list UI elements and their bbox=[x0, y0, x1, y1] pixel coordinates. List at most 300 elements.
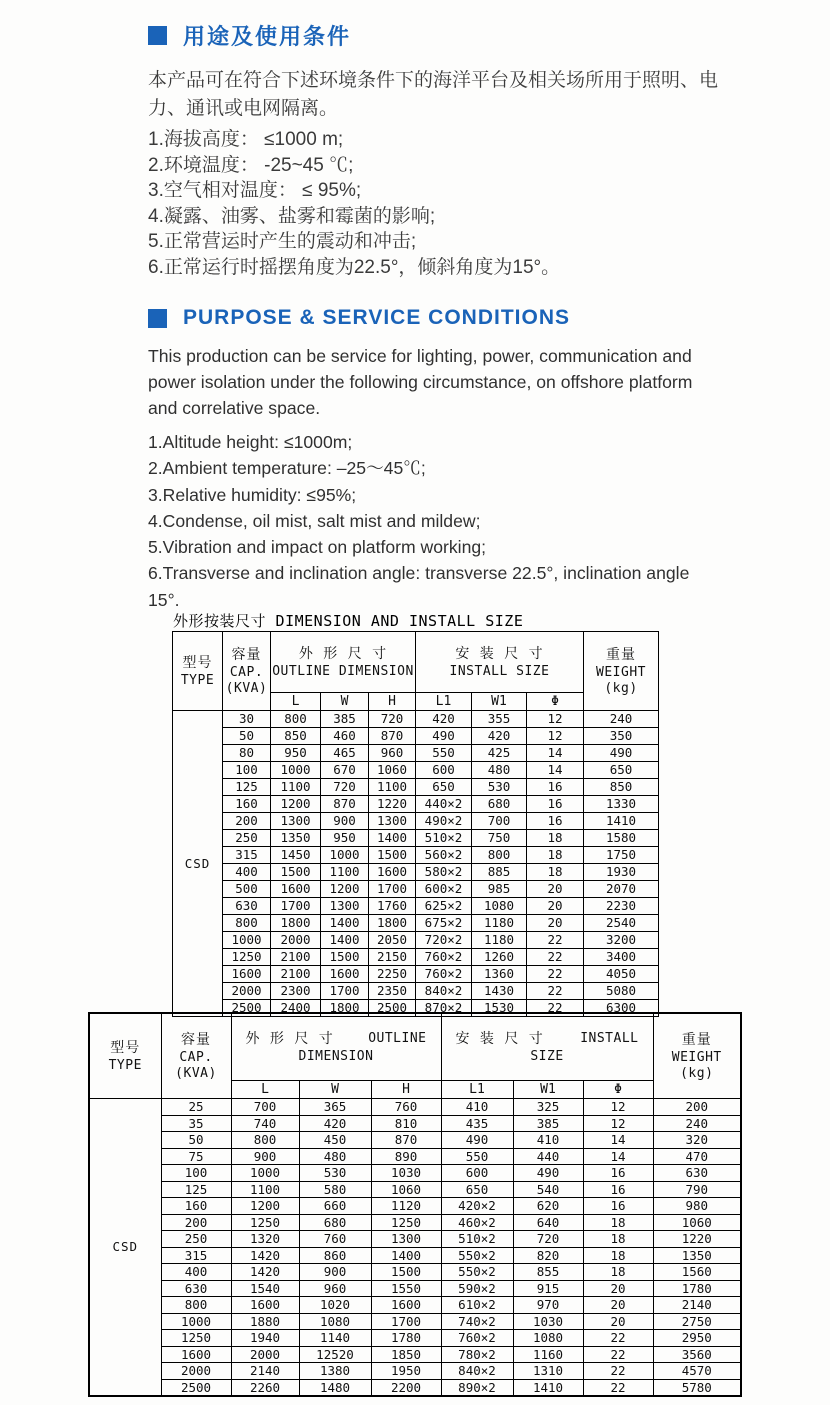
table-cell: 840×2 bbox=[416, 983, 472, 1000]
table-cell: 1600 bbox=[231, 1297, 299, 1314]
table-cell: 1950 bbox=[371, 1363, 441, 1380]
table-cell: 400 bbox=[223, 864, 271, 881]
table-row bbox=[89, 1363, 741, 1380]
table-cell: 480 bbox=[472, 762, 527, 779]
table-cell: 425 bbox=[472, 745, 527, 762]
list-item: 5.Vibration and impact on platform working; bbox=[148, 537, 487, 558]
table-cell: 125 bbox=[223, 779, 271, 796]
table-cell: 1310 bbox=[513, 1363, 583, 1380]
table-cell: 530 bbox=[299, 1165, 371, 1182]
table-cell: 950 bbox=[271, 745, 321, 762]
table-cell: 12520 bbox=[299, 1346, 371, 1363]
table-cell: 100 bbox=[223, 762, 271, 779]
table-cell: 400 bbox=[161, 1264, 231, 1281]
table1-subheader-H: H bbox=[369, 693, 416, 711]
table-cell: 12 bbox=[583, 1115, 653, 1132]
list-item: 2.Ambient temperature: –25～45℃; bbox=[148, 458, 426, 479]
section-purpose-cn bbox=[148, 0, 718, 280]
table-cell: 22 bbox=[527, 949, 584, 966]
list-item: 2.环境温度： -25~45 ℃; bbox=[148, 154, 354, 176]
table-cell: 1400 bbox=[369, 830, 416, 847]
table-cell: 20 bbox=[583, 1297, 653, 1314]
table-cell: 22 bbox=[527, 1000, 584, 1017]
table-cell: 80 bbox=[223, 745, 271, 762]
table-cell: 20 bbox=[527, 898, 584, 915]
table-cell: 14 bbox=[583, 1132, 653, 1149]
table-cell: 480 bbox=[299, 1148, 371, 1165]
table-row bbox=[173, 915, 659, 932]
table-cell: 440 bbox=[513, 1148, 583, 1165]
table-cell: 50 bbox=[223, 728, 271, 745]
table-cell: 1100 bbox=[369, 779, 416, 796]
list-item: 6.正常运行时摇摆角度为22.5°，倾斜角度为15°。 bbox=[148, 256, 561, 278]
table-cell: 2230 bbox=[584, 898, 659, 915]
table-cell: 1500 bbox=[271, 864, 321, 881]
table1-header-outline: 外 形 尺 寸 OUTLINE DIMENSION bbox=[271, 632, 416, 693]
table-cell: 1430 bbox=[472, 983, 527, 1000]
table-cell: 25 bbox=[161, 1099, 231, 1116]
table-row bbox=[173, 847, 659, 864]
table-cell: 800 bbox=[271, 711, 321, 728]
table-row bbox=[89, 1330, 741, 1347]
table-cell: 1200 bbox=[321, 881, 369, 898]
table-cell: 18 bbox=[527, 864, 584, 881]
table-cell: 1330 bbox=[584, 796, 659, 813]
table-cell: 580×2 bbox=[416, 864, 472, 881]
list-item: 6.Transverse and inclination angle: transverse 22.5°, inclination angle 15°. bbox=[148, 563, 690, 610]
table-cell: 850 bbox=[271, 728, 321, 745]
table-cell: 420 bbox=[472, 728, 527, 745]
table-row bbox=[173, 779, 659, 796]
table1-header-row bbox=[173, 632, 659, 693]
table-cell: 460×2 bbox=[441, 1214, 513, 1231]
table-cell: 675×2 bbox=[416, 915, 472, 932]
table2-subheader-H: H bbox=[371, 1081, 441, 1099]
table-row bbox=[173, 745, 659, 762]
table-cell: 750 bbox=[472, 830, 527, 847]
table-cell: 580 bbox=[299, 1181, 371, 1198]
table-cell: 1020 bbox=[299, 1297, 371, 1314]
table-cell: 18 bbox=[527, 847, 584, 864]
table-cell: 610×2 bbox=[441, 1297, 513, 1314]
table-cell: 1600 bbox=[161, 1346, 231, 1363]
table-cell: 20 bbox=[583, 1313, 653, 1330]
table-cell: 420 bbox=[299, 1115, 371, 1132]
table-cell: 1410 bbox=[513, 1379, 583, 1396]
list-item: 3.Relative humidity: ≤95%; bbox=[148, 484, 357, 505]
table-row bbox=[89, 1132, 741, 1149]
table-cell: 800 bbox=[472, 847, 527, 864]
table-cell: 18 bbox=[583, 1214, 653, 1231]
table-cell: 2750 bbox=[653, 1313, 741, 1330]
list-item: 1.海拔高度： ≤1000 m; bbox=[148, 129, 344, 150]
table-cell: 760×2 bbox=[441, 1330, 513, 1347]
table-cell: 600 bbox=[416, 762, 472, 779]
section-en-heading bbox=[148, 306, 718, 330]
table2-subheader-L1: L1 bbox=[441, 1081, 513, 1099]
table-cell: 1000 bbox=[161, 1313, 231, 1330]
table-cell: 630 bbox=[653, 1165, 741, 1182]
table-cell: 1030 bbox=[371, 1165, 441, 1182]
table-cell: 1400 bbox=[321, 915, 369, 932]
table-cell: 1100 bbox=[271, 779, 321, 796]
table-cell: 12 bbox=[527, 711, 584, 728]
table-cell: 630 bbox=[223, 898, 271, 915]
table-cell: 420×2 bbox=[441, 1198, 513, 1215]
list-item: 4.凝露、油雾、盐雾和霉菌的影响; bbox=[148, 205, 436, 227]
table-cell: 12 bbox=[527, 728, 584, 745]
table-cell: 870×2 bbox=[416, 1000, 472, 1017]
table-cell: 1940 bbox=[231, 1330, 299, 1347]
table-cell: 590×2 bbox=[441, 1280, 513, 1297]
table-cell: 2140 bbox=[231, 1363, 299, 1380]
table-cell: 2350 bbox=[369, 983, 416, 1000]
table-cell: 1600 bbox=[369, 864, 416, 881]
table-cell: 14 bbox=[583, 1148, 653, 1165]
table-cell: 18 bbox=[583, 1247, 653, 1264]
table-cell: 2050 bbox=[369, 932, 416, 949]
table-cell: 650 bbox=[584, 762, 659, 779]
table-row bbox=[173, 813, 659, 830]
table-cell: 16 bbox=[527, 813, 584, 830]
table-cell: 2260 bbox=[231, 1379, 299, 1396]
table-cell: 1450 bbox=[271, 847, 321, 864]
table1-subheader-phi: Φ bbox=[527, 693, 584, 711]
table-cell: 355 bbox=[472, 711, 527, 728]
table-cell: 870 bbox=[369, 728, 416, 745]
table-cell: 160 bbox=[161, 1198, 231, 1215]
table-cell: 530 bbox=[472, 779, 527, 796]
table2-header-type: 型号 TYPE bbox=[89, 1013, 161, 1099]
table2-subheader-W: W bbox=[299, 1081, 371, 1099]
table2-subheader-phi: Φ bbox=[583, 1081, 653, 1099]
section-en-title: PURPOSE & SERVICE CONDITIONS bbox=[183, 306, 571, 329]
table-cell: 16 bbox=[583, 1198, 653, 1215]
table-cell: 1000 bbox=[231, 1165, 299, 1182]
table2-header-outline: 外 形 尺 寸 OUTLINE DIMENSION bbox=[231, 1013, 441, 1081]
table1-subheader-W1: W1 bbox=[472, 693, 527, 711]
dimension-table-2 bbox=[88, 1012, 742, 1397]
table-row bbox=[89, 1181, 741, 1198]
table-cell: 2400 bbox=[271, 1000, 321, 1017]
table-cell: 1420 bbox=[231, 1264, 299, 1281]
table-cell: 1560 bbox=[653, 1264, 741, 1281]
table-cell: 540 bbox=[513, 1181, 583, 1198]
table-cell: 22 bbox=[583, 1346, 653, 1363]
table-cell: 2000 bbox=[223, 983, 271, 1000]
table-cell: 450 bbox=[299, 1132, 371, 1149]
table-cell: 16 bbox=[527, 796, 584, 813]
table-cell: 980 bbox=[653, 1198, 741, 1215]
table-cell: 465 bbox=[321, 745, 369, 762]
table-cell: 365 bbox=[299, 1099, 371, 1116]
table-row bbox=[89, 1148, 741, 1165]
table-row bbox=[89, 1280, 741, 1297]
table-cell: 620 bbox=[513, 1198, 583, 1215]
table-cell: 1320 bbox=[231, 1231, 299, 1248]
table-cell: 385 bbox=[321, 711, 369, 728]
table-cell: 1180 bbox=[472, 915, 527, 932]
table-cell: 1700 bbox=[369, 881, 416, 898]
table-cell: 760 bbox=[371, 1099, 441, 1116]
table-cell: 3560 bbox=[653, 1346, 741, 1363]
section-cn-list bbox=[148, 127, 718, 280]
table-cell: 1400 bbox=[321, 932, 369, 949]
table-cell: 1060 bbox=[371, 1181, 441, 1198]
table-cell: 1880 bbox=[231, 1313, 299, 1330]
table-cell: 410 bbox=[513, 1132, 583, 1149]
table-cell: 550×2 bbox=[441, 1264, 513, 1281]
table1-title-cn: 外形按装尺寸 bbox=[173, 612, 267, 630]
table-cell: 1930 bbox=[584, 864, 659, 881]
table-cell: 1100 bbox=[321, 864, 369, 881]
section-en-intro: This production can be service for lighting, power, communication and power isolation under the following circumstance, on offshore platform and correlative space. bbox=[148, 346, 693, 418]
table-cell: 490 bbox=[513, 1165, 583, 1182]
table1-header-type: 型号 TYPE bbox=[173, 632, 223, 711]
table-cell: 2100 bbox=[271, 949, 321, 966]
table-cell: 2300 bbox=[271, 983, 321, 1000]
table-cell: 16 bbox=[583, 1165, 653, 1182]
table-row bbox=[173, 864, 659, 881]
type-cell: CSD bbox=[89, 1099, 161, 1397]
table-cell: 985 bbox=[472, 881, 527, 898]
table-cell: 18 bbox=[583, 1231, 653, 1248]
table-cell: 1000 bbox=[271, 762, 321, 779]
section-en-list bbox=[148, 429, 718, 613]
table-cell: 1600 bbox=[271, 881, 321, 898]
table-cell: 700 bbox=[472, 813, 527, 830]
table-cell: 720×2 bbox=[416, 932, 472, 949]
table-cell: 16 bbox=[583, 1181, 653, 1198]
table-cell: 2100 bbox=[271, 966, 321, 983]
blue-square-icon bbox=[148, 309, 167, 328]
table-cell: 22 bbox=[583, 1363, 653, 1380]
table-cell: 385 bbox=[513, 1115, 583, 1132]
table-cell: 1800 bbox=[321, 1000, 369, 1017]
table-cell: 680 bbox=[472, 796, 527, 813]
table-cell: 22 bbox=[527, 932, 584, 949]
table-cell: 1080 bbox=[299, 1313, 371, 1330]
table-cell: 1550 bbox=[371, 1280, 441, 1297]
table-cell: 200 bbox=[223, 813, 271, 830]
table-cell: 1600 bbox=[321, 966, 369, 983]
table-cell: 240 bbox=[653, 1115, 741, 1132]
table-cell: 1120 bbox=[371, 1198, 441, 1215]
table-cell: 960 bbox=[369, 745, 416, 762]
table-cell: 160 bbox=[223, 796, 271, 813]
table-cell: 3400 bbox=[584, 949, 659, 966]
table-cell: 16 bbox=[527, 779, 584, 796]
table-cell: 720 bbox=[321, 779, 369, 796]
table-cell: 1360 bbox=[472, 966, 527, 983]
table1-header-install: 安 装 尺 寸 INSTALL SIZE bbox=[416, 632, 584, 693]
table-cell: 320 bbox=[653, 1132, 741, 1149]
table-cell: 870 bbox=[321, 796, 369, 813]
table-cell: 1400 bbox=[371, 1247, 441, 1264]
table-cell: 550×2 bbox=[441, 1247, 513, 1264]
table-row bbox=[89, 1198, 741, 1215]
table-cell: 4050 bbox=[584, 966, 659, 983]
table-row bbox=[89, 1313, 741, 1330]
table-cell: 1200 bbox=[231, 1198, 299, 1215]
table-cell: 860 bbox=[299, 1247, 371, 1264]
table-cell: 1600 bbox=[371, 1297, 441, 1314]
table-cell: 1600 bbox=[223, 966, 271, 983]
table-cell: 2500 bbox=[223, 1000, 271, 1017]
section-cn-intro: 本产品可在符合下述环境条件下的海洋平台及相关场所用于照明、电力、通讯或电网隔离。 bbox=[148, 70, 719, 119]
table-cell: 14 bbox=[527, 745, 584, 762]
table-cell: 22 bbox=[527, 983, 584, 1000]
table-cell: 5780 bbox=[653, 1379, 741, 1396]
table-row bbox=[173, 796, 659, 813]
table-cell: 1250 bbox=[371, 1214, 441, 1231]
table-cell: 250 bbox=[223, 830, 271, 847]
table-cell: 420 bbox=[416, 711, 472, 728]
table-row bbox=[89, 1165, 741, 1182]
table-cell: 2070 bbox=[584, 881, 659, 898]
table-row bbox=[173, 966, 659, 983]
table-cell: 855 bbox=[513, 1264, 583, 1281]
table-row bbox=[89, 1379, 741, 1396]
table-cell: 810 bbox=[371, 1115, 441, 1132]
table-cell: 1760 bbox=[369, 898, 416, 915]
table-cell: 1300 bbox=[369, 813, 416, 830]
table-cell: 800 bbox=[231, 1132, 299, 1149]
table2-header-weight: 重量 WEIGHT (kg) bbox=[653, 1013, 741, 1099]
table-cell: 885 bbox=[472, 864, 527, 881]
table-cell: 800 bbox=[161, 1297, 231, 1314]
table-cell: 700 bbox=[231, 1099, 299, 1116]
table1-subheader-W: W bbox=[321, 693, 369, 711]
table-cell: 1700 bbox=[321, 983, 369, 1000]
table-row bbox=[89, 1115, 741, 1132]
table-cell: 1220 bbox=[369, 796, 416, 813]
table-cell: 2540 bbox=[584, 915, 659, 932]
table-cell: 550 bbox=[416, 745, 472, 762]
table-cell: 550 bbox=[441, 1148, 513, 1165]
table-cell: 5080 bbox=[584, 983, 659, 1000]
table-row bbox=[173, 711, 659, 728]
table-cell: 490 bbox=[584, 745, 659, 762]
table-cell: 1350 bbox=[653, 1247, 741, 1264]
table-row bbox=[173, 898, 659, 915]
table-cell: 1800 bbox=[369, 915, 416, 932]
table-row bbox=[89, 1297, 741, 1314]
table-cell: 1260 bbox=[472, 949, 527, 966]
table-cell: 1300 bbox=[271, 813, 321, 830]
list-item: 5.正常营运时产生的震动和冲击; bbox=[148, 231, 417, 252]
table-cell: 780×2 bbox=[441, 1346, 513, 1363]
table-row bbox=[89, 1231, 741, 1248]
table-cell: 2000 bbox=[161, 1363, 231, 1380]
table-cell: 850 bbox=[584, 779, 659, 796]
table-cell: 740 bbox=[231, 1115, 299, 1132]
table-cell: 1700 bbox=[371, 1313, 441, 1330]
table-cell: 1300 bbox=[371, 1231, 441, 1248]
table-cell: 1540 bbox=[231, 1280, 299, 1297]
dimension-table-2-block bbox=[88, 1012, 742, 1397]
table-cell: 1420 bbox=[231, 1247, 299, 1264]
dimension-table-1 bbox=[172, 631, 659, 1017]
table-cell: 720 bbox=[369, 711, 416, 728]
table-cell: 500 bbox=[223, 881, 271, 898]
table-row bbox=[173, 762, 659, 779]
table-cell: 35 bbox=[161, 1115, 231, 1132]
table-cell: 1350 bbox=[271, 830, 321, 847]
table2-subheader-W1: W1 bbox=[513, 1081, 583, 1099]
table-cell: 1080 bbox=[513, 1330, 583, 1347]
table-cell: 1500 bbox=[369, 847, 416, 864]
table1-subheader-L: L bbox=[271, 693, 321, 711]
table-cell: 100 bbox=[161, 1165, 231, 1182]
table1-header-weight: 重量 WEIGHT (kg) bbox=[584, 632, 659, 711]
table-cell: 1700 bbox=[271, 898, 321, 915]
table-cell: 2140 bbox=[653, 1297, 741, 1314]
table-cell: 670 bbox=[321, 762, 369, 779]
table-cell: 1200 bbox=[271, 796, 321, 813]
table-cell: 960 bbox=[299, 1280, 371, 1297]
table-cell: 1030 bbox=[513, 1313, 583, 1330]
table-cell: 315 bbox=[161, 1247, 231, 1264]
table-row bbox=[89, 1346, 741, 1363]
table-row bbox=[173, 949, 659, 966]
table2-header-install: 安 装 尺 寸 INSTALL SIZE bbox=[441, 1013, 653, 1081]
table-cell: 640 bbox=[513, 1214, 583, 1231]
table-cell: 22 bbox=[527, 966, 584, 983]
table-cell: 20 bbox=[527, 915, 584, 932]
table-cell: 2500 bbox=[161, 1379, 231, 1396]
table-cell: 1380 bbox=[299, 1363, 371, 1380]
table-cell: 1530 bbox=[472, 1000, 527, 1017]
table-cell: 1250 bbox=[161, 1330, 231, 1347]
table2-header-cap: 容量 CAP. (KVA) bbox=[161, 1013, 231, 1099]
table-cell: 510×2 bbox=[441, 1231, 513, 1248]
blue-square-icon bbox=[148, 26, 167, 45]
table-cell: 740×2 bbox=[441, 1313, 513, 1330]
table-cell: 1250 bbox=[223, 949, 271, 966]
table-cell: 1500 bbox=[371, 1264, 441, 1281]
table-cell: 720 bbox=[513, 1231, 583, 1248]
table-row bbox=[89, 1214, 741, 1231]
table-row bbox=[89, 1264, 741, 1281]
table-cell: 1220 bbox=[653, 1231, 741, 1248]
table-cell: 630 bbox=[161, 1280, 231, 1297]
table-cell: 30 bbox=[223, 711, 271, 728]
table-cell: 1410 bbox=[584, 813, 659, 830]
table-cell: 600 bbox=[441, 1165, 513, 1182]
table-cell: 820 bbox=[513, 1247, 583, 1264]
table-cell: 1580 bbox=[584, 830, 659, 847]
table-row bbox=[89, 1099, 741, 1116]
table-cell: 890 bbox=[371, 1148, 441, 1165]
table-cell: 20 bbox=[583, 1280, 653, 1297]
table-row bbox=[173, 728, 659, 745]
table-cell: 1800 bbox=[271, 915, 321, 932]
table-cell: 600×2 bbox=[416, 881, 472, 898]
list-item: 3.空气相对温度： ≤ 95%; bbox=[148, 180, 362, 201]
table-cell: 510×2 bbox=[416, 830, 472, 847]
table-cell: 1180 bbox=[472, 932, 527, 949]
table-cell: 18 bbox=[583, 1264, 653, 1281]
table-cell: 200 bbox=[653, 1099, 741, 1116]
table-cell: 75 bbox=[161, 1148, 231, 1165]
table-cell: 2000 bbox=[271, 932, 321, 949]
table-row bbox=[173, 830, 659, 847]
list-item: 4.Condense, oil mist, salt mist and mildew; bbox=[148, 510, 481, 531]
table-cell: 1250 bbox=[231, 1214, 299, 1231]
table-cell: 1750 bbox=[584, 847, 659, 864]
table1-title-en: DIMENSION AND INSTALL SIZE bbox=[275, 612, 524, 630]
